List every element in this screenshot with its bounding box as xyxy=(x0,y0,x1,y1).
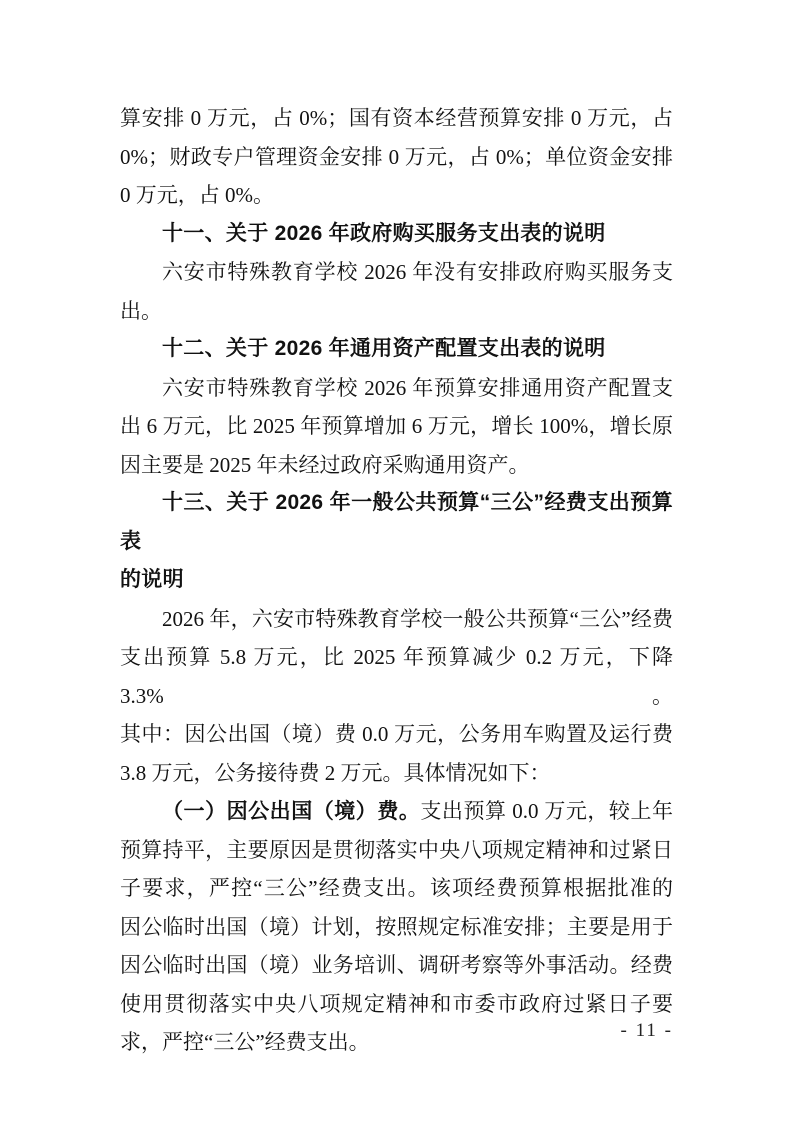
heading-line: 十一、关于 2026 年政府购买服务支出表的说明 xyxy=(162,221,606,245)
text-line: 支出预算 5.8 万元，比 2025 年预算减少 0.2 万元，下降 3.3%。 xyxy=(120,645,673,708)
heading-line: 的说明 xyxy=(120,568,184,591)
text-line: 因公临时出国（境）业务培训、调研考察等外事活动。经费 xyxy=(120,953,673,977)
text-line: 预算持平，主要原因是贯彻落实中央八项规定精神和过紧日 xyxy=(120,837,673,862)
text-line: 使用贯彻落实中央八项规定精神和市委市政府过紧日子要 xyxy=(120,991,673,1016)
text-line: （一）因公出国（境）费。支出预算 0.0 万元，较上年 xyxy=(162,799,673,823)
page-number: - 11 - xyxy=(620,1020,673,1041)
heading-line: 十二、关于 2026 年通用资产配置支出表的说明 xyxy=(162,337,606,360)
heading-line: 十三、关于 2026 年一般公共预算“三公”经费支出预算表 xyxy=(120,491,673,553)
text-line: 算安排 0 万元，占 0%；国有资本经营预算安排 0 万元，占 xyxy=(120,106,673,130)
text-line: 3.8 万元，公务接待费 2 万元。具体情况如下： xyxy=(120,760,551,785)
text-line: 0 万元，占 0%。 xyxy=(120,183,274,207)
text-line: 0%；财政专户管理资金安排 0 万元，占 0%；单位资金安排 xyxy=(120,144,673,169)
text-line: 出。 xyxy=(120,298,162,323)
text-line: 其中：因公出国（境）费 0.0 万元，公务用车购置及运行费 xyxy=(120,722,673,746)
text-line: 求，严控“三公”经费支出。 xyxy=(120,1030,370,1054)
text-line: 出 6 万元，比 2025 年预算增加 6 万元，增长 100%，增长原 xyxy=(120,414,673,438)
bold-lead-text: （一）因公出国（境）费。 xyxy=(162,799,421,823)
text-line: 因主要是 2025 年未经过政府采购通用资产。 xyxy=(120,452,530,477)
text-line: 因公临时出国（境）计划，按照规定标准安排；主要是用于 xyxy=(120,914,673,939)
text-line: 2026 年，六安市特殊教育学校一般公共预算“三公”经费 xyxy=(162,606,673,631)
document-body xyxy=(120,99,673,1062)
text-line: 子要求，严控“三公”经费支出。该项经费预算根据批准的 xyxy=(120,876,673,900)
text-line: 六安市特殊教育学校 2026 年预算安排通用资产配置支 xyxy=(162,375,673,400)
text-line: 六安市特殊教育学校 2026 年没有安排政府购买服务支 xyxy=(162,260,673,284)
